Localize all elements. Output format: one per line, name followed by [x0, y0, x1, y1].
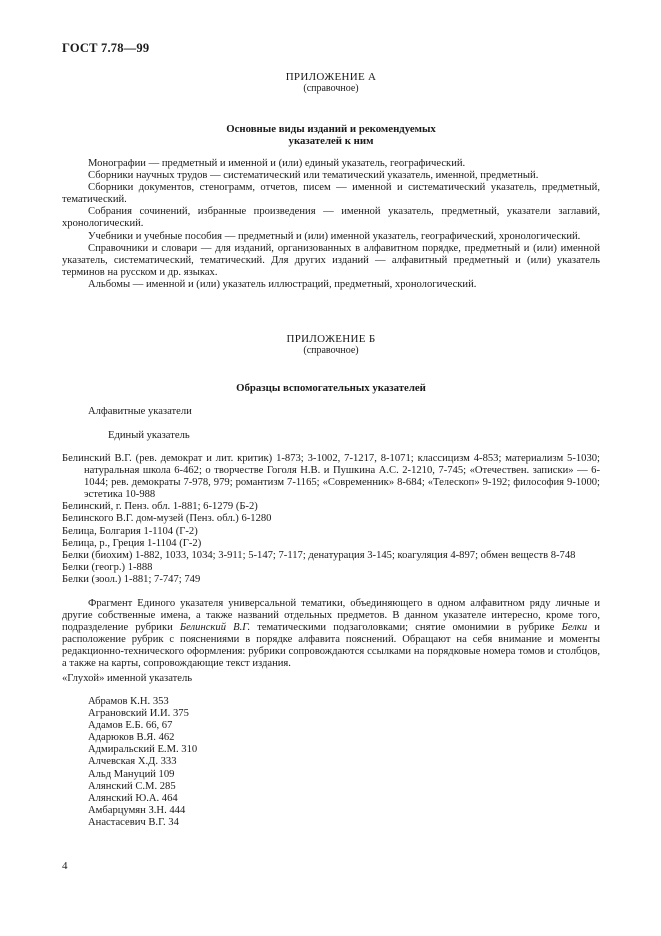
appendix-b-heading: Образцы вспомогательных указателей: [236, 382, 426, 394]
name-entry: Адарюков В.Я. 462: [88, 732, 175, 744]
fragment-text: тематическими подзаголовками; снятие омонимии в рубрике: [250, 622, 562, 634]
paragraph: Альбомы — именной и (или) указатель иллюстраций, предметный, хронологический.: [88, 278, 477, 290]
appendix-a-title: ПРИЛОЖЕНИЕ А: [285, 71, 377, 83]
fragment-emphasis: Белки: [561, 622, 588, 634]
paragraph: Учебники и учебные пособия — предметный и (или) именной указатель, географический, хронологический.: [88, 230, 581, 242]
appendix-a-heading-line2: указателей к ним: [288, 135, 374, 147]
name-entry: Алчевская Х.Д. 333: [88, 756, 177, 768]
paragraph: Собрания сочинений, избранные произведения — именной указатель, предметный, указатели заглавий, хронологический.: [62, 206, 600, 230]
index-entry: Белинский В.Г. (рев. демократ и лит. критик) 1-873; 3-1002, 7-1217, 8-1071; классицизм 4-853; материализм 5-1030; натуральная школа 6-462; о творчестве Гоголя Н.В. и Пушкина А.С. 2-1210, 7-745; «Отечествен. записки» — 6-1044; рев. демократы 7-978, 979; романтизм 7-1165; «Современник» 8-684; «Телескоп» 9-192; философия 9-1000; эстетика 10-988: [62, 453, 600, 501]
name-entry: Альд Мануций 109: [88, 768, 175, 780]
appendix-b-subtitle: (справочное): [303, 345, 359, 356]
name-entry: Анастасевич В.Г. 34: [88, 816, 179, 828]
fragment-emphasis: Белинский В.Г.: [179, 622, 251, 634]
section-alphabetic-indexes: Алфавитные указатели: [88, 406, 192, 417]
fragment-text: Фрагмент Единого указателя универсальной тематики, объединяющего в одном алфавитном ряду личные и другие собственные имена, а также названий отдельных предметов. В данном указателе интересно, кроме того, подразделение рубрики: [62, 598, 600, 634]
appendix-a-subtitle: (справочное): [303, 83, 359, 94]
name-entry: Абрамов К.Н. 353: [88, 696, 169, 707]
index-entry: Белица, Болгария 1-1104 (Г-2): [62, 525, 198, 537]
appendix-b-title: ПРИЛОЖЕНИЕ Б: [286, 333, 376, 345]
paragraph: Сборники документов, стенограмм, отчетов, писем — именной и систематический указатель, предметный, тематический.: [62, 182, 600, 206]
index-entry: Белки (геогр.) 1-888: [62, 561, 153, 573]
paragraph: Монографии — предметный и именной и (или) единый указатель, географический.: [88, 158, 466, 169]
index-entry: Белки (зоол.) 1-881; 7-747; 749: [62, 573, 201, 585]
name-entry: Алянский С.М. 285: [88, 780, 176, 792]
name-entry: Амбарцумян З.Н. 444: [88, 804, 186, 816]
index-entry: Белинского В.Г. дом-музей (Пенз. обл.) 6-1280: [62, 513, 272, 525]
name-entry: Адмиральский Е.М. 310: [88, 744, 198, 756]
unified-index-entries: [62, 453, 600, 586]
name-entry: Аграновский И.И. 375: [88, 708, 189, 720]
fragment-paragraph: [62, 598, 600, 671]
index-entry: Белица, р., Греция 1-1104 (Г-2): [62, 537, 202, 549]
fragment-description: [62, 598, 600, 671]
blind-name-index: [88, 696, 197, 829]
appendix-a-heading-line1: Основные виды изданий и рекомендуемых: [226, 123, 436, 135]
name-entry: Алянский Ю.А. 464: [88, 792, 178, 804]
document-header: ГОСТ 7.78—99: [62, 41, 150, 55]
section-unified-index: Единый указатель: [108, 430, 190, 441]
index-entry: Белки (биохим) 1-882, 1033, 1034; 3-911; 5-147; 7-117; денатурация 3-145; коагуляция 4-897; обмен веществ 8-748: [62, 549, 576, 561]
index-entry: Белинский, г. Пенз. обл. 1-881; 6-1279 (Б-2): [62, 501, 258, 513]
blind-index-label: «Глухой» именной указатель: [62, 673, 193, 684]
appendix-a-body: [62, 158, 600, 291]
paragraph: Справочники и словари — для изданий, организованных в алфавитном порядке, предметный и (или) именной указатель, систематический, тематический. Для других изданий — алфавитный предметный и (или) указатель терминов на русском и др. языках.: [62, 242, 600, 278]
page-number: 4: [62, 860, 68, 872]
name-entry: Адамов Е.Б. 66, 67: [88, 720, 173, 732]
fragment-text: и расположение рубрик с пояснениями в порядке алфавита пояснений. Обращают на себя внимание и моменты редакционно-технического оформления: рубрики сопровождаются ссылками на порядковые номера томов и столбцов, а также на карты, сопровождающие текст издания.: [62, 622, 600, 670]
paragraph: Сборники научных трудов — систематический или тематический указатель, именной, предметный.: [88, 170, 539, 182]
